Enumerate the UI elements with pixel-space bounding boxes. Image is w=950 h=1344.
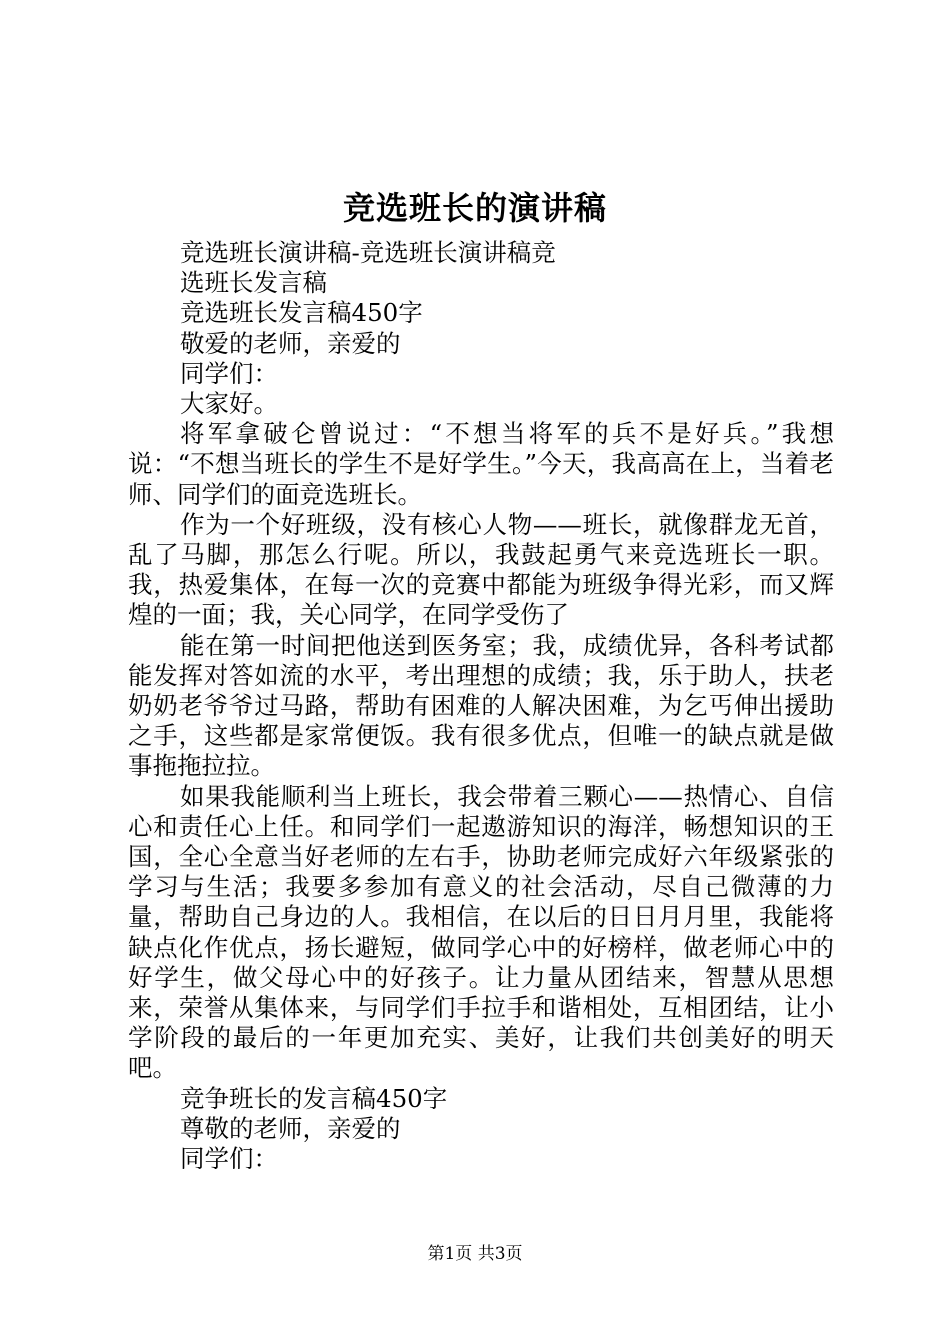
paragraph: 尊敬的老师，亲爱的 — [180, 1113, 401, 1143]
paragraph: 如果我能顺利当上班长，我会带着三颗心——热情心、自信心和责任心上任。和同学们一起遨游知识的海洋，畅想知识的王国，全心全意当好老师的左右手，协助老师完成好六年级紧张的学习与生活；我要多参加有意义的社会活动，尽自己微薄的力量，帮助自己身边的人。我相信，在以后的日日月月里，我能将缺点化作优点，扬长避短，做同学心中的好榜样，做老师心中的好学生，做父母心中的好孩子。让力量从团结来，智慧从思想来，荣誉从集体来，与同学们手拉手和谐相处，互相团结，让小学阶段的最后的一年更加充实、美好，让我们共创美好的明天吧。 — [128, 781, 834, 1083]
paragraph: 作为一个好班级，没有核心人物——班长，就像群龙无首，乱了马脚，那怎么行呢。所以，我鼓起勇气来竞选班长一职。我，热爱集体，在每一次的竞赛中都能为班级争得光彩，而又辉煌的一面；我，关心同学，在同学受伤了 — [128, 509, 834, 630]
paragraph: 能在第一时间把他送到医务室；我，成绩优异，各科考试都能发挥对答如流的水平，考出理想的成绩；我，乐于助人，扶老奶奶老爷爷过马路，帮助有困难的人解决困难，为乞丐伸出援助之手，这些都是家常便饭。我有很多优点，但唯一的缺点就是做事拖拖拉拉。 — [128, 630, 834, 781]
paragraph: 竞选班长发言稿450字 — [180, 298, 423, 328]
paragraph: 将军拿破仑曾说过：“不想当将军的兵不是好兵。”我想说：“不想当班长的学生不是好学生。”今天，我高高在上，当着老师、同学们的面竞选班长。 — [128, 419, 834, 509]
document-title: 竞选班长的演讲稿 — [342, 189, 607, 227]
paragraph: 同学们： — [180, 358, 278, 388]
paragraph: 同学们： — [180, 1144, 278, 1174]
page-footer: 第1页 共3页 — [427, 1244, 523, 1264]
paragraph: 大家好。 — [180, 389, 278, 419]
paragraph: 竞选班长演讲稿-竞选班长演讲稿竞 — [180, 238, 556, 267]
paragraph: 竞争班长的发言稿450字 — [180, 1083, 448, 1113]
paragraph: 敬爱的老师，亲爱的 — [180, 328, 401, 358]
paragraph: 选班长发言稿 — [180, 268, 327, 298]
document-body — [128, 238, 834, 1174]
